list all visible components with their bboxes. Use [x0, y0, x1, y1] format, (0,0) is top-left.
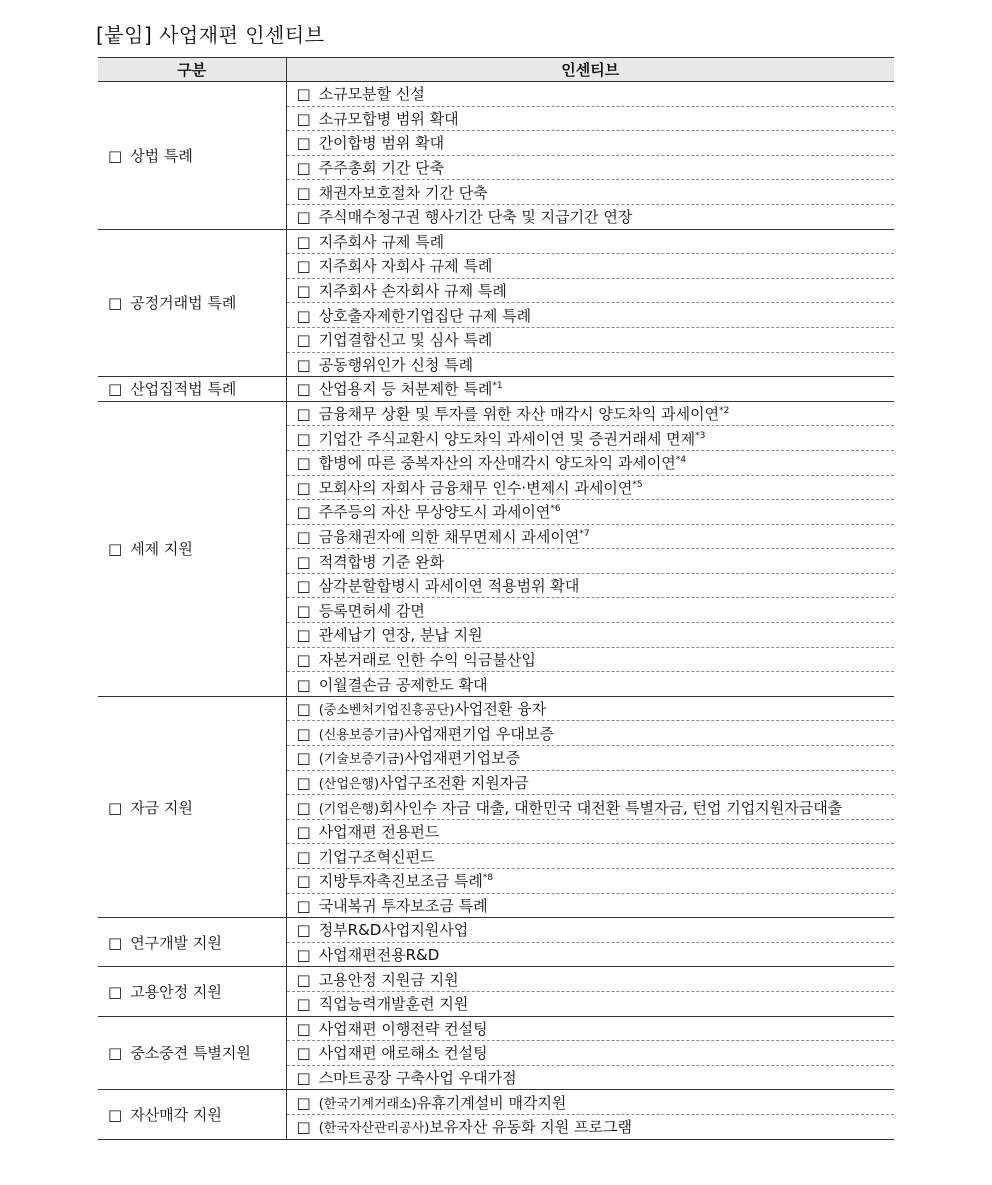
- incentive-cell: [286, 967, 894, 992]
- category-label: 공정거래법 특례: [130, 294, 237, 313]
- incentive-text: 기업간 주식교환시 양도차익 과세이연 및 증권거래세 면제: [318, 429, 696, 448]
- category-group: [98, 1016, 894, 1090]
- category-group: [98, 229, 894, 377]
- incentive-cell: [286, 450, 894, 475]
- table-row: [98, 1090, 894, 1115]
- footnote-marker: *8: [482, 873, 494, 884]
- checkbox-icon: □: [296, 1093, 311, 1112]
- incentive-cell: [286, 204, 894, 229]
- incentive-text: 사업재편 이행전략 컨설팅: [318, 1019, 488, 1038]
- category-group: [98, 696, 894, 917]
- checkbox-icon: □: [296, 232, 311, 251]
- category-cell: [98, 696, 286, 917]
- incentive-text: 기업결합신고 및 심사 특례: [318, 331, 493, 350]
- incentive-text: 주식매수청구권 행사기간 단축 및 지급기간 연장: [318, 208, 633, 227]
- incentive-text: 지주회사 규제 특례: [318, 232, 445, 251]
- incentive-text: 자본거래로 인한 수익 익금불산입: [318, 650, 536, 669]
- checkbox-icon: □: [108, 1044, 123, 1063]
- incentive-cell: [286, 327, 894, 352]
- incentive-text: 모회사의 자회사 금융채무 인수·변제시 과세이연: [318, 478, 633, 497]
- incentive-text: 이월결손금 공제한도 확대: [318, 675, 488, 694]
- incentive-cell: [286, 942, 894, 967]
- checkbox-icon: □: [108, 294, 123, 313]
- footnote-marker: *1: [492, 381, 503, 392]
- category-group: [98, 82, 894, 230]
- incentive-text: 사업재편기업보증: [404, 749, 521, 768]
- category-label: 자산매각 지원: [130, 1105, 222, 1124]
- table-row: [98, 377, 894, 402]
- checkbox-icon: □: [296, 380, 311, 399]
- category-cell: [98, 918, 286, 967]
- incentive-text: 금융채권자에 의한 채무면제시 과세이연: [318, 527, 580, 546]
- category-column-header: 구분: [98, 58, 286, 82]
- checkbox-icon: □: [108, 798, 123, 817]
- incentive-cell: [286, 229, 894, 254]
- incentive-cell: [286, 524, 894, 549]
- incentive-text: 삼각분할합병시 과세이연 적용범위 확대: [318, 577, 580, 596]
- checkbox-icon: □: [296, 527, 311, 546]
- checkbox-icon: □: [296, 872, 311, 891]
- checkbox-icon: □: [296, 503, 311, 522]
- institution-prefix: (한국자산관리공사): [318, 1121, 430, 1137]
- incentive-cell: [286, 770, 894, 795]
- checkbox-icon: □: [108, 146, 123, 165]
- category-label: 산업집적법 특례: [130, 380, 237, 399]
- checkbox-icon: □: [296, 552, 311, 571]
- checkbox-icon: □: [296, 429, 311, 448]
- incentive-cell: [286, 426, 894, 451]
- incentive-text: 사업재편 전용펀드: [318, 823, 440, 842]
- incentive-cell: [286, 672, 894, 697]
- incentive-cell: [286, 573, 894, 598]
- incentive-cell: [286, 746, 894, 771]
- institution-prefix: (산업은행): [318, 776, 380, 792]
- checkbox-icon: □: [296, 159, 311, 178]
- incentive-text: 적격합병 기준 완화: [318, 552, 445, 571]
- incentive-cell: [286, 500, 894, 525]
- table-row: [98, 229, 894, 254]
- incentive-cell: [286, 918, 894, 943]
- checkbox-icon: □: [296, 724, 311, 743]
- table-row: [98, 918, 894, 943]
- incentive-text: 사업재편 애로해소 컨설팅: [318, 1044, 488, 1063]
- incentive-cell: [286, 844, 894, 869]
- incentive-cell: [286, 303, 894, 328]
- category-group: [98, 1090, 894, 1139]
- incentive-cell: [286, 721, 894, 746]
- checkbox-icon: □: [296, 208, 311, 227]
- footnote-marker: *5: [632, 479, 643, 490]
- incentive-cell: [286, 598, 894, 623]
- incentive-text: 보유자산 유동화 지원 프로그램: [429, 1118, 632, 1137]
- incentive-text: 채권자보호절차 기간 단축: [318, 183, 488, 202]
- checkbox-icon: □: [108, 982, 123, 1001]
- footnote-marker: *6: [550, 504, 561, 515]
- checkbox-icon: □: [296, 1069, 311, 1088]
- incentive-text: 금융채무 상환 및 투자를 위한 자산 매각시 양도차익 과세이연: [318, 405, 720, 424]
- incentive-text: 주주총회 기간 단축: [318, 159, 445, 178]
- category-cell: [98, 377, 286, 402]
- incentive-cell: [286, 1114, 894, 1139]
- checkbox-icon: □: [296, 823, 311, 842]
- incentive-text: 공동행위인가 신청 특례: [318, 355, 474, 374]
- incentive-text: 소규모합병 범위 확대: [318, 109, 459, 128]
- footnote-marker: *2: [719, 406, 730, 417]
- checkbox-icon: □: [296, 995, 311, 1014]
- incentive-text: 고용안정 지원금 지원: [318, 970, 459, 989]
- incentive-text: 산업용지 등 처분제한 특례: [318, 380, 493, 399]
- table-row: [98, 1016, 894, 1041]
- incentive-text: 주주등의 자산 무상양도시 과세이연: [318, 503, 551, 522]
- incentive-text: 정부R&D사업지원사업: [318, 921, 469, 940]
- incentive-cell: [286, 623, 894, 648]
- category-label: 세제 지원: [130, 540, 193, 559]
- incentive-cell: [286, 180, 894, 205]
- incentive-text: 지주회사 손자회사 규제 특례: [318, 282, 507, 301]
- incentive-cell: [286, 401, 894, 426]
- category-cell: [98, 401, 286, 696]
- incentive-text: 스마트공장 구축사업 우대가점: [318, 1069, 517, 1088]
- checkbox-icon: □: [296, 650, 311, 669]
- checkbox-icon: □: [296, 626, 311, 645]
- incentive-cell: [286, 475, 894, 500]
- checkbox-icon: □: [296, 85, 311, 104]
- category-label: 중소중견 특별지원: [130, 1044, 251, 1063]
- institution-prefix: (한국기계거래소): [318, 1096, 417, 1112]
- incentive-cell: [286, 991, 894, 1016]
- incentive-cell: [286, 647, 894, 672]
- incentive-cell: [286, 1065, 894, 1090]
- incentive-table: [98, 57, 894, 1140]
- incentive-text: 사업재편기업 우대보증: [404, 724, 554, 743]
- incentive-cell: [286, 696, 894, 721]
- institution-prefix: (중소벤처기업진흥공단): [318, 703, 455, 719]
- category-cell: [98, 967, 286, 1016]
- checkbox-icon: □: [296, 1118, 311, 1137]
- checkbox-icon: □: [296, 306, 311, 325]
- incentive-cell: [286, 254, 894, 279]
- checkbox-icon: □: [296, 749, 311, 768]
- checkbox-icon: □: [296, 478, 311, 497]
- checkbox-icon: □: [296, 970, 311, 989]
- table-row: [98, 82, 894, 107]
- incentive-cell: [286, 819, 894, 844]
- incentive-cell: [286, 549, 894, 574]
- table-row: [98, 401, 894, 426]
- incentive-text: 지방투자촉진보조금 특례: [318, 872, 483, 891]
- incentive-text: 합병에 따른 중복자산의 자산매각시 양도차익 과세이연: [318, 454, 676, 473]
- incentive-text: 사업구조전환 지원자금: [379, 773, 529, 792]
- checkbox-icon: □: [296, 921, 311, 940]
- incentive-text: 지주회사 자회사 규제 특례: [318, 257, 493, 276]
- checkbox-icon: □: [296, 405, 311, 424]
- checkbox-icon: □: [296, 257, 311, 276]
- incentive-cell: [286, 82, 894, 107]
- category-label: 고용안정 지원: [130, 982, 222, 1001]
- checkbox-icon: □: [296, 773, 311, 792]
- footnote-marker: *4: [675, 455, 687, 466]
- checkbox-icon: □: [296, 355, 311, 374]
- checkbox-icon: □: [296, 700, 311, 719]
- incentive-cell: [286, 1041, 894, 1066]
- institution-prefix: (기업은행): [318, 801, 380, 817]
- checkbox-icon: □: [296, 183, 311, 202]
- incentive-text: 소규모분할 신설: [318, 85, 425, 104]
- incentive-text: 직업능력개발훈련 지원: [318, 995, 469, 1014]
- category-group: [98, 401, 894, 696]
- category-label: 상법 특례: [130, 146, 193, 165]
- category-label: 연구개발 지원: [130, 933, 222, 952]
- incentive-cell: [286, 131, 894, 156]
- incentive-text: 유휴기계설비 매각지원: [416, 1093, 567, 1112]
- category-cell: [98, 229, 286, 377]
- checkbox-icon: □: [296, 847, 311, 866]
- checkbox-icon: □: [296, 282, 311, 301]
- incentive-cell: [286, 1090, 894, 1115]
- incentive-text: 기업구조혁신펀드: [318, 847, 435, 866]
- incentive-text: 국내복귀 투자보조금 특례: [318, 896, 488, 915]
- incentive-text: 상호출자제한기업집단 규제 특례: [318, 306, 532, 325]
- incentive-cell: [286, 893, 894, 918]
- category-group: [98, 918, 894, 967]
- checkbox-icon: □: [296, 454, 311, 473]
- checkbox-icon: □: [296, 1019, 311, 1038]
- category-cell: [98, 1090, 286, 1139]
- category-cell: [98, 82, 286, 230]
- incentive-cell: [286, 278, 894, 303]
- incentive-text: 간이합병 범위 확대: [318, 134, 445, 153]
- checkbox-icon: □: [296, 109, 311, 128]
- incentive-cell: [286, 1016, 894, 1041]
- checkbox-icon: □: [296, 896, 311, 915]
- incentive-text: 회사인수 자금 대출, 대한민국 대전환 특별자금, 턴업 기업지원자금대출: [379, 798, 843, 817]
- checkbox-icon: □: [296, 601, 311, 620]
- incentive-text: 사업전환 융자: [454, 700, 547, 719]
- incentive-column-header: 인센티브: [286, 58, 894, 82]
- checkbox-icon: □: [296, 331, 311, 350]
- checkbox-icon: □: [108, 380, 123, 399]
- incentive-cell: [286, 377, 894, 402]
- incentive-cell: [286, 106, 894, 131]
- incentive-cell: [286, 352, 894, 377]
- footnote-marker: *7: [579, 528, 590, 539]
- category-cell: [98, 1016, 286, 1090]
- header-row: [98, 58, 894, 82]
- page-title: [붙임] 사업재편 인센티브: [96, 23, 325, 47]
- incentive-cell: [286, 869, 894, 894]
- checkbox-icon: □: [296, 1044, 311, 1063]
- incentive-text: 관세납기 연장, 분납 지원: [318, 626, 483, 645]
- checkbox-icon: □: [296, 134, 311, 153]
- incentive-text: 등록면허세 감면: [318, 601, 425, 620]
- checkbox-icon: □: [108, 933, 123, 952]
- incentive-cell: [286, 795, 894, 820]
- checkbox-icon: □: [296, 946, 311, 965]
- checkbox-icon: □: [108, 1105, 123, 1124]
- category-group: [98, 377, 894, 402]
- table-row: [98, 696, 894, 721]
- checkbox-icon: □: [296, 675, 311, 694]
- checkbox-icon: □: [296, 798, 311, 817]
- incentive-cell: [286, 155, 894, 180]
- checkbox-icon: □: [108, 540, 123, 559]
- institution-prefix: (신용보증기금): [318, 727, 405, 743]
- table-row: [98, 967, 894, 992]
- incentive-text: 사업재편전용R&D: [318, 946, 440, 965]
- footnote-marker: *3: [695, 430, 706, 441]
- category-group: [98, 967, 894, 1016]
- institution-prefix: (기술보증기금): [318, 752, 405, 768]
- category-label: 자금 지원: [130, 798, 193, 817]
- checkbox-icon: □: [296, 577, 311, 596]
